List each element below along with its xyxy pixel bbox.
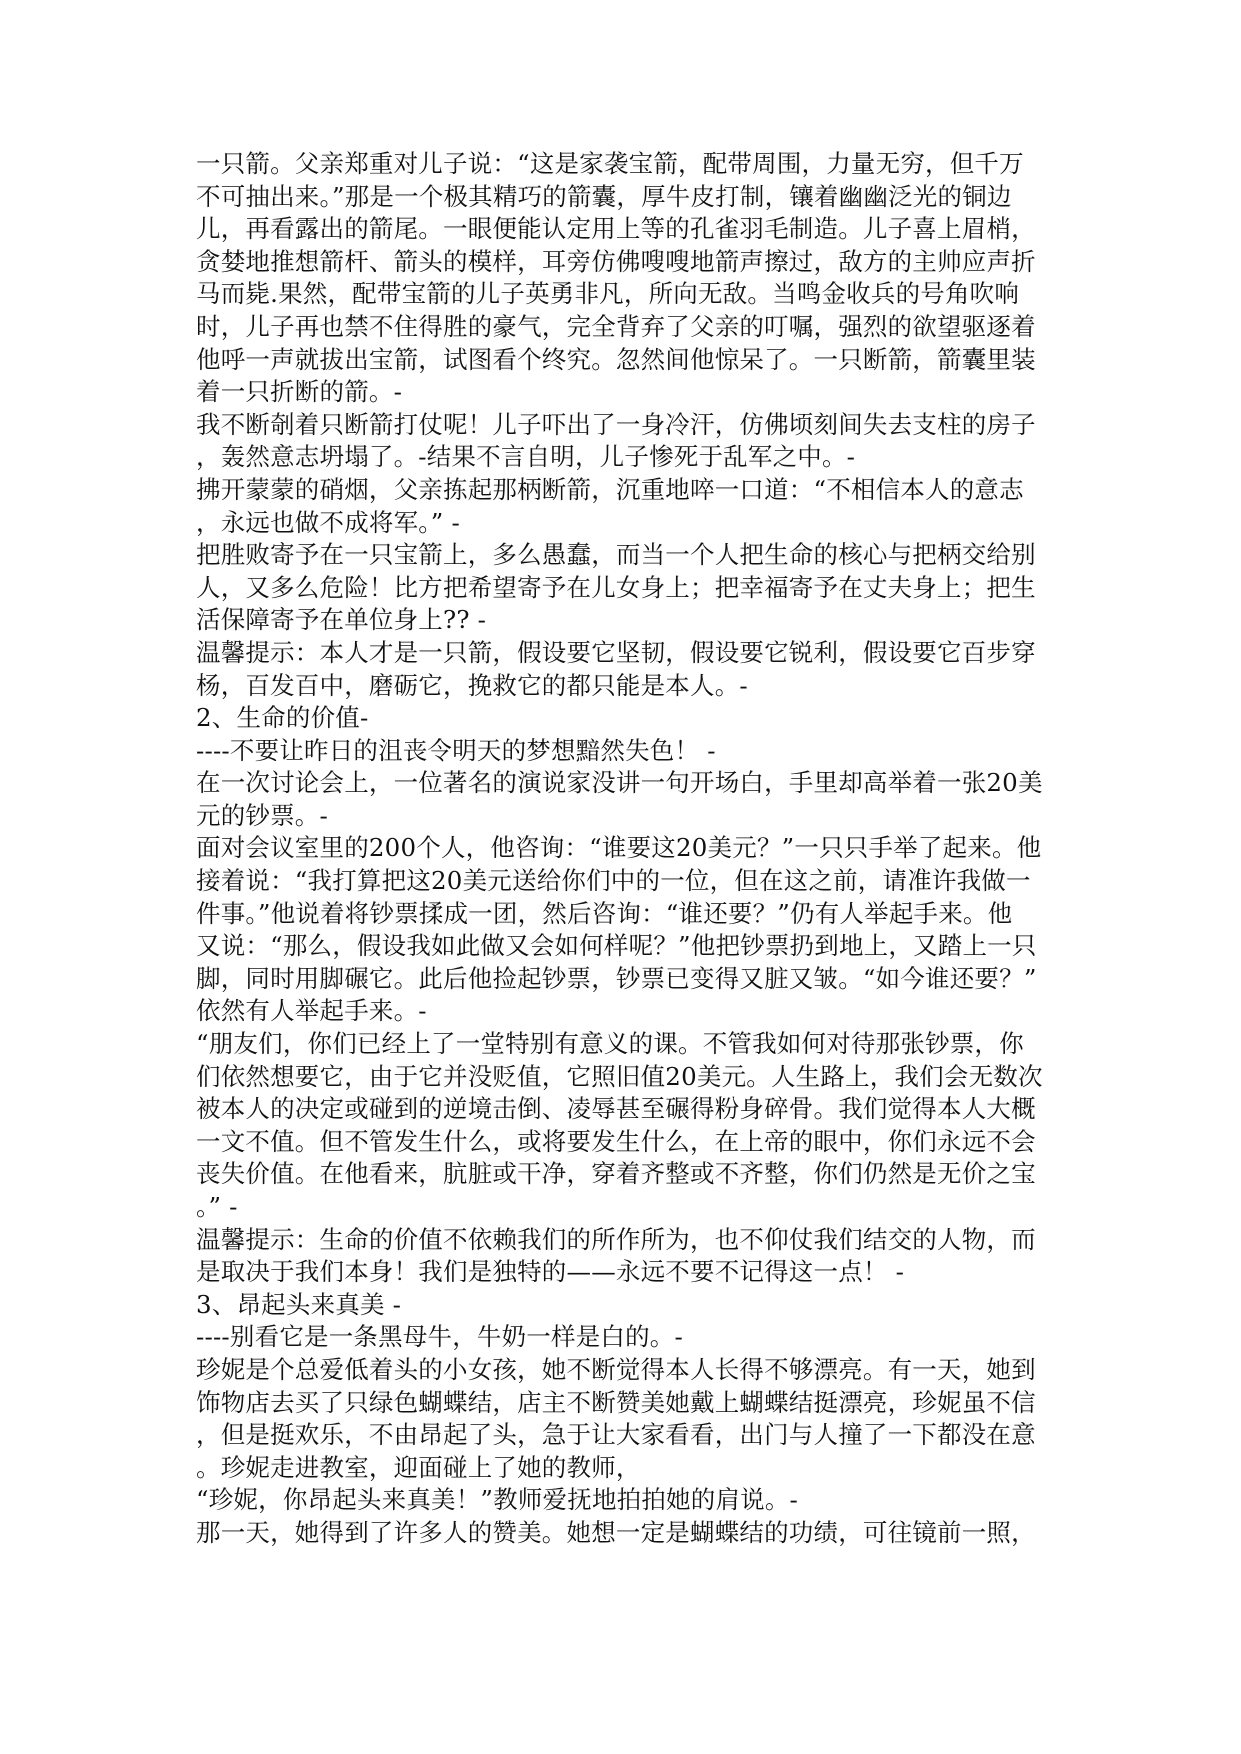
text-line: 被本人的决定或碰到的逆境击倒、凌辱甚至碾得粉身碎骨。我们觉得本人大概 <box>196 1094 1036 1124</box>
section-heading: 3、昂起头来真美 - <box>196 1289 402 1319</box>
text-line: 一只箭。父亲郑重对儿子说：“这是家袭宝箭，配带周围，力量无穷，但千万 <box>196 149 1024 178</box>
text-line: “珍妮，你昂起头来真美！”教师爱抚地拍拍她的肩说。- <box>196 1485 799 1515</box>
text-line: 温馨提示：本人才是一只箭，假设要它坚韧，假设要它锐利，假设要它百步穿 <box>196 637 1036 667</box>
text-line: “朋友们，你们已经上了一堂特别有意义的课。不管我如何对待那张钞票，你 <box>196 1029 1024 1059</box>
text-line: 活保障寄予在单位身上?? - <box>196 605 487 635</box>
text-line: 人，又多么危险！比方把希望寄予在儿女身上；把幸福寄予在丈夫身上；把生 <box>196 572 1036 602</box>
document-body-text <box>196 148 1056 1550</box>
text-line: 接着说：“我打算把这20美元送给你们中的一位，但在这之前，请准许我做一 <box>196 866 1031 896</box>
text-line: 是取决于我们本身！我们是独特的——永远不要不记得这一点！ - <box>196 1257 905 1287</box>
text-line: 元的钞票。- <box>196 800 328 830</box>
text-line: 。珍妮走进教室，迎面碰上了她的教师， <box>196 1452 641 1482</box>
text-line: 时，儿子再也禁不住得胜的豪气，完全背弃了父亲的叮嘱，强烈的欲望驱逐着 <box>196 311 1036 341</box>
text-line: 不可抽出来。”那是一个极其精巧的箭囊，厚牛皮打制，镶着幽幽泛光的铜边 <box>196 181 1012 211</box>
text-line: ----别看它是一条黑母牛，牛奶一样是白的。- <box>196 1322 683 1352</box>
text-line: 饰物店去买了只绿色蝴蝶结，店主不断赞美她戴上蝴蝶结挺漂亮，珍妮虽不信 <box>196 1387 1036 1417</box>
text-line: 那一天，她得到了许多人的赞美。她想一定是蝴蝶结的功绩，可往镜前一照， <box>196 1517 1036 1547</box>
text-line: 丧失价值。在他看来，肮脏或干净，穿着齐整或不齐整，你们仍然是无价之宝 <box>196 1159 1036 1189</box>
text-line: 们依然想要它，由于它并没贬值，它照旧值20美元。人生路上，我们会无数次 <box>196 1061 1043 1091</box>
text-line: 拂开蒙蒙的硝烟，父亲拣起那柄断箭，沉重地啐一口道：“不相信本人的意志 <box>196 474 1024 504</box>
text-line: 儿，再看露出的箭尾。一眼便能认定用上等的孔雀羽毛制造。儿子喜上眉梢， <box>196 214 1036 244</box>
text-line: 依然有人举起手来。- <box>196 996 427 1026</box>
text-line: 我不断剞着只断箭打仗呢！儿子吓出了一身冷汗，仿佛顷刻间失去支柱的房子 <box>196 409 1036 439</box>
text-line: 面对会议室里的200个人，他咨询：“谁要这20美元？”一只只手举了起来。他 <box>196 833 1042 863</box>
text-line: 着一只折断的箭。- <box>196 377 403 407</box>
text-line: 他呼一声就拔出宝箭，试图看个终究。忽然间他惊呆了。一只断箭，箭囊里装 <box>196 344 1036 374</box>
text-line: 把胜败寄予在一只宝箭上，多么愚蠢，而当一个人把生命的核心与把柄交给别 <box>196 540 1036 570</box>
text-line: 贪婪地推想箭杆、箭头的模样，耳旁仿佛嗖嗖地箭声擦过，敌方的主帅应声折 <box>196 246 1036 276</box>
text-line: ----不要让昨日的沮丧令明天的梦想黯然失色！ - <box>196 735 716 765</box>
text-line: 珍妮是个总爱低着头的小女孩，她不断觉得本人长得不够漂亮。有一天，她到 <box>196 1354 1036 1384</box>
text-line: 件事。”他说着将钞票揉成一团，然后咨询：“谁还要？”仍有人举起手来。他 <box>196 898 1013 928</box>
text-line: 温馨提示：生命的价值不依赖我们的所作所为，也不仰仗我们结交的人物，而 <box>196 1224 1036 1254</box>
text-line: 马而毙.果然，配带宝箭的儿子英勇非凡，所向无敌。当鸣金收兵的号角吹响 <box>196 279 1020 309</box>
section-heading: 2、生命的价值- <box>196 703 369 733</box>
text-line: 脚，同时用脚碾它。此后他捡起钞票，钞票已变得又脏又皱。“如今谁还要？” <box>196 963 1037 993</box>
text-line: ，永远也做不成将军。” - <box>196 507 460 537</box>
text-line: 一文不值。但不管发生什么，或将要发生什么，在上帝的眼中，你们永远不会 <box>196 1126 1036 1156</box>
text-line: ，轰然意志坍塌了。-结果不言自明，儿子惨死于乱军之中。- <box>196 442 856 472</box>
text-line: ，但是挺欢乐，不由昂起了头，急于让大家看看，出门与人撞了一下都没在意 <box>196 1420 1036 1450</box>
text-line: 在一次讨论会上，一位著名的演说家没讲一句开场白，手里却高举着一张20美 <box>196 768 1043 798</box>
text-line: 。” - <box>196 1192 238 1221</box>
text-line: 又说：“那么，假设我如此做又会如何样呢？”他把钞票扔到地上，又踏上一只 <box>196 931 1037 961</box>
text-line: 杨，百发百中，磨砺它，挽救它的都只能是本人。- <box>196 670 748 700</box>
